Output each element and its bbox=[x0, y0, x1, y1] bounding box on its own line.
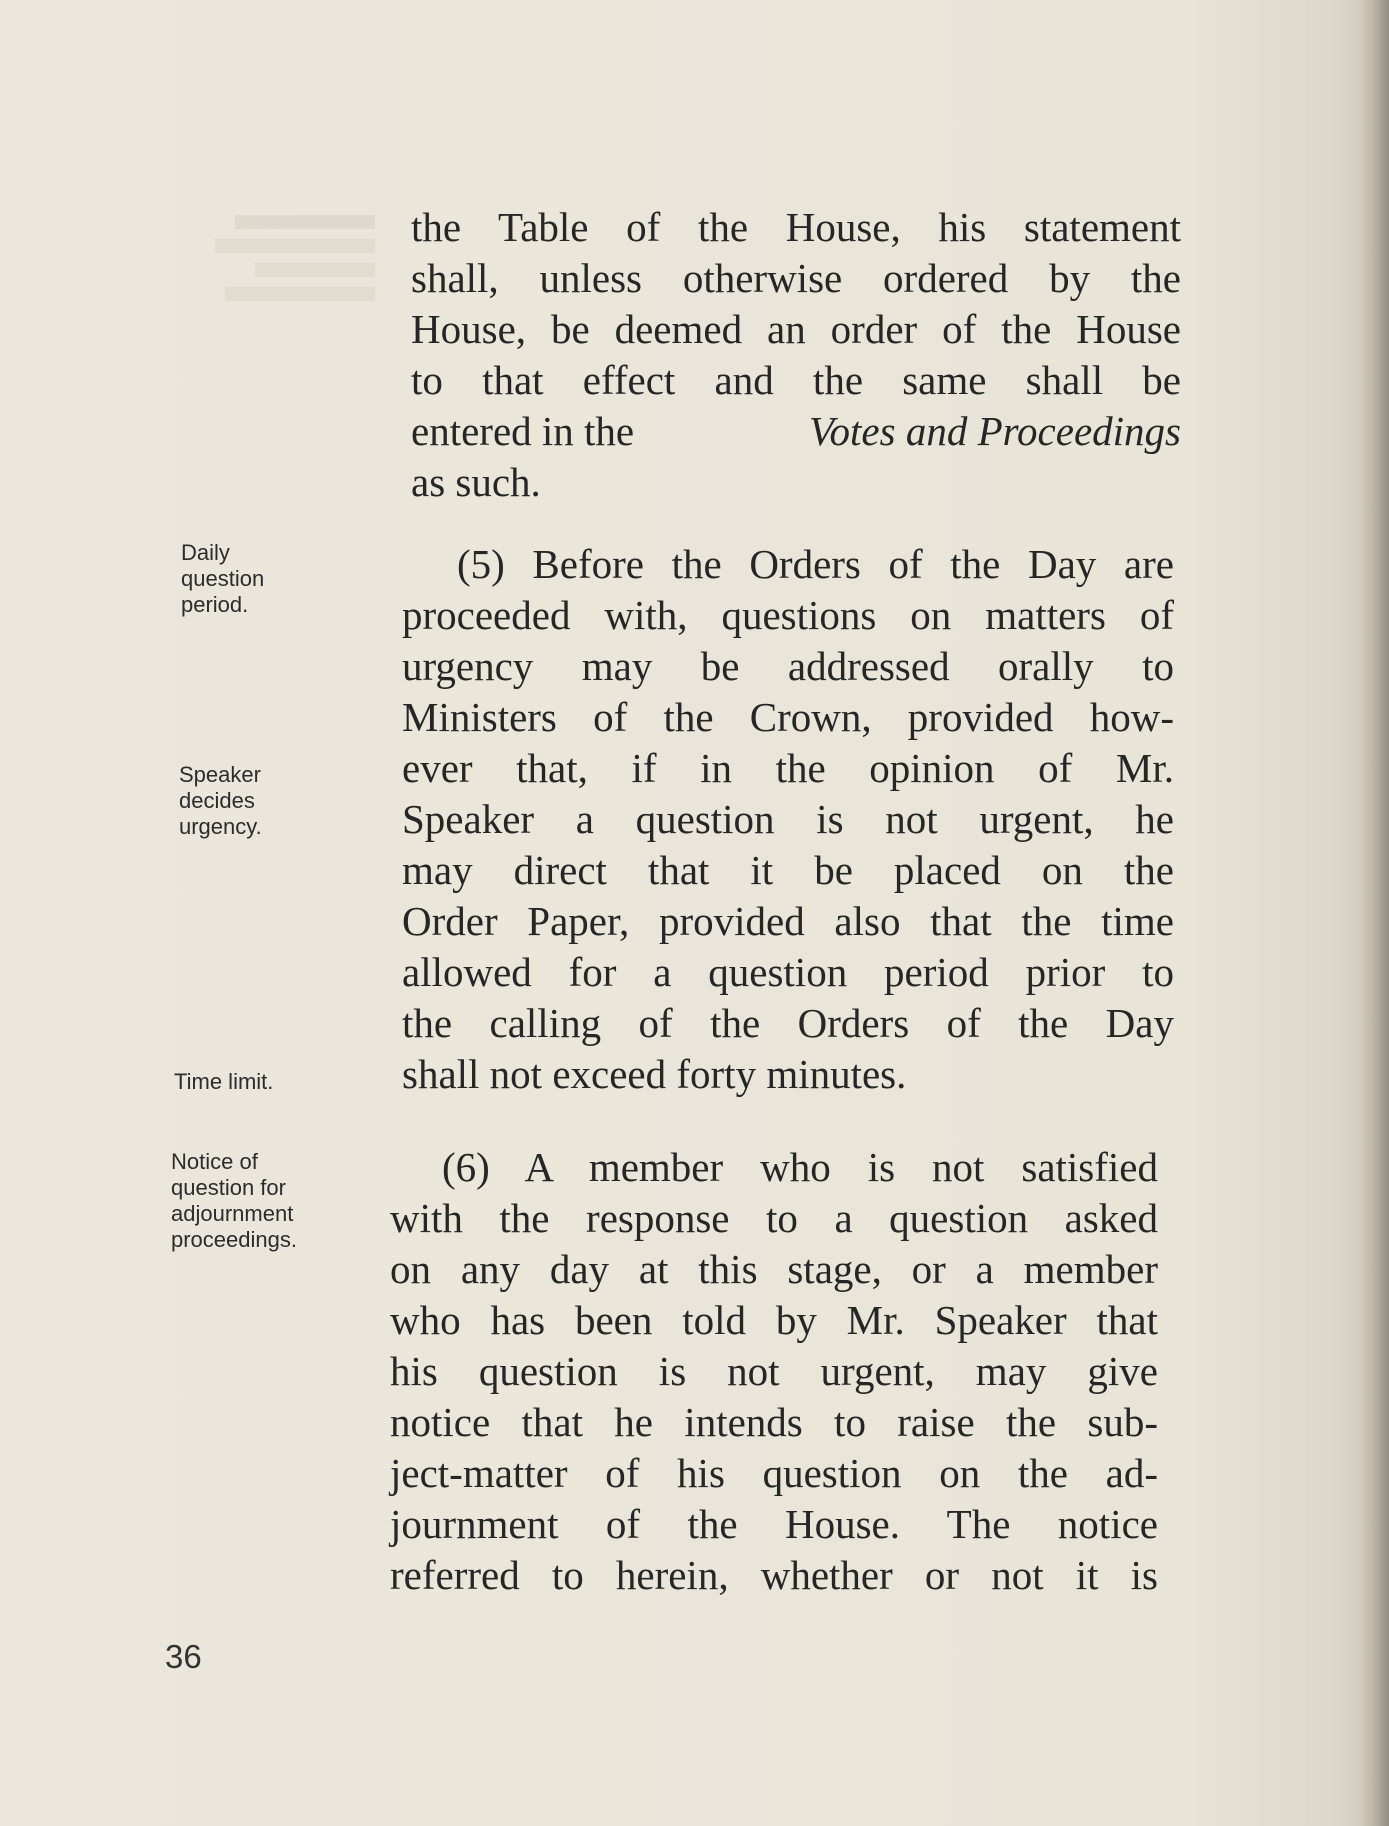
text-line: (6) A member who is not satisfied bbox=[442, 1144, 1158, 1190]
text-line: Speaker a question is not urgent, he bbox=[402, 796, 1174, 842]
margin-note-line: question for bbox=[171, 1175, 286, 1200]
text-segment: entered in the bbox=[411, 408, 645, 454]
text-line: referred to herein, whether or not it is bbox=[390, 1552, 1158, 1598]
text-line: the Table of the House, his statement bbox=[411, 204, 1181, 250]
text-line: ject-matter of his question on the ad- bbox=[390, 1450, 1158, 1496]
margin-note-notice-adjournment bbox=[171, 1149, 297, 1253]
margin-note-line: Daily bbox=[181, 540, 230, 565]
margin-note-line: period. bbox=[181, 592, 249, 617]
margin-note-line: Notice of bbox=[171, 1149, 258, 1174]
margin-note-line: urgency. bbox=[179, 814, 262, 839]
margin-note-daily-question bbox=[181, 540, 264, 618]
text-line: urgency may be addressed orally to bbox=[402, 643, 1174, 689]
margin-note-line: Time limit. bbox=[174, 1069, 274, 1094]
italic-title: Votes and Proceedings bbox=[809, 408, 1181, 454]
page-edge-shadow bbox=[1359, 0, 1389, 1826]
text-line: to that effect and the same shall be bbox=[411, 357, 1181, 403]
paragraph-6-notice bbox=[390, 1142, 1158, 1601]
margin-note-line: question bbox=[181, 566, 265, 591]
text-line: with the response to a question asked bbox=[390, 1195, 1158, 1241]
text-line: proceeded with, questions on matters of bbox=[402, 592, 1174, 638]
text-line: journment of the House. The notice bbox=[390, 1501, 1158, 1547]
text-line: ever that, if in the opinion of Mr. bbox=[402, 745, 1174, 791]
paragraph-5-question-period bbox=[402, 539, 1174, 1100]
text-line: House, be deemed an order of the House bbox=[411, 306, 1181, 352]
text-line: allowed for a question period prior to bbox=[402, 949, 1174, 995]
text-line-with-italic bbox=[411, 406, 1181, 457]
text-line: (5) Before the Orders of the Day are bbox=[457, 541, 1174, 587]
text-line: who has been told by Mr. Speaker that bbox=[390, 1297, 1158, 1343]
paragraph-continuation bbox=[411, 202, 1181, 508]
text-line: Order Paper, provided also that the time bbox=[402, 898, 1174, 944]
margin-note-line: adjournment bbox=[171, 1201, 294, 1226]
margin-note-line: proceedings. bbox=[171, 1227, 297, 1252]
text-line: shall, unless otherwise ordered by the bbox=[411, 255, 1181, 301]
text-line: as such. bbox=[411, 459, 541, 505]
text-line: his question is not urgent, may give bbox=[390, 1348, 1158, 1394]
text-line: shall not exceed forty minutes. bbox=[402, 1051, 907, 1097]
bleed-through bbox=[195, 205, 375, 435]
text-line: Ministers of the Crown, provided how- bbox=[402, 694, 1174, 740]
margin-note-time-limit bbox=[174, 1069, 273, 1095]
page-number: 36 bbox=[165, 1638, 202, 1675]
text-line: on any day at this stage, or a member bbox=[390, 1246, 1158, 1292]
margin-note-line: decides bbox=[179, 788, 255, 813]
margin-note-speaker-decides bbox=[179, 762, 262, 840]
margin-note-line: Speaker bbox=[179, 762, 261, 787]
text-line: may direct that it be placed on the bbox=[402, 847, 1174, 893]
text-line: notice that he intends to raise the sub- bbox=[390, 1399, 1158, 1445]
text-line: the calling of the Orders of the Day bbox=[402, 1000, 1174, 1046]
